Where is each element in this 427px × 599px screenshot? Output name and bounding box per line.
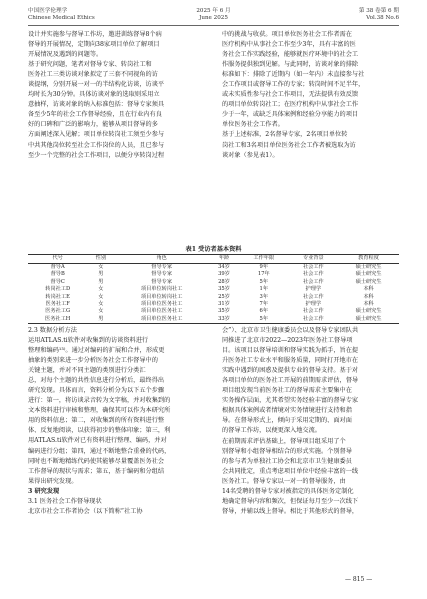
text-line: 务社会工作实践经验，能够就医疗环境中的社会工	[222, 51, 359, 59]
text-line: 督导，并辅以线上督导。相比于其他形式的督导，	[222, 507, 359, 515]
journal-title-cn: 中国医学伦理学	[28, 8, 68, 14]
table-cell: 社会工作	[302, 308, 324, 315]
table-cell: 17年	[257, 271, 270, 278]
table-cell: 社会工作	[302, 278, 324, 285]
table-cell: 25岁	[218, 293, 230, 300]
table-cell: 医务社工G	[45, 308, 71, 315]
text-line: 的项目单位转岗社工；在医疗机构中从事社会工作	[222, 101, 359, 109]
text-line: 升医务社工专业水平和服务质量，同时打开地市在	[222, 357, 359, 365]
section-heading-2-3: 2.3 数据分析方法	[28, 327, 77, 334]
page-number: — 815 —	[345, 576, 373, 583]
table-cell: 34岁	[218, 264, 230, 270]
right-column-top	[222, 30, 400, 161]
text-line: 进行：第一，将访谈录音转为文字稿，并对收集到的	[28, 397, 171, 405]
table-cell: 3年	[259, 293, 269, 300]
table-cell: 5年	[259, 278, 269, 285]
text-line: 体、反复地阅读，以获得初步的整体印象；第三，利	[28, 427, 171, 435]
text-line: 开展情况及遇到的问题等。	[28, 51, 103, 59]
text-line: 地确定督导内容和频次，但保证每月至少一次线下	[222, 497, 359, 505]
journal-title-en: Chinese Medical Ethics	[28, 15, 95, 21]
text-line: 关键主题，并对不同主题的类别进行分类汇	[28, 367, 146, 375]
text-line: 编码进行分组；第四，通过不断地整合重叠的代码，	[28, 447, 171, 455]
table-cell: 社会工作	[302, 271, 324, 278]
table-header-cell: 专业背景	[289, 255, 339, 264]
table-cell: 项目单位转岗社工	[140, 293, 183, 300]
table-header-cell: 教育程度	[338, 255, 399, 264]
text-line: 医务社工三类访谈对象拟定了三套不同视角的访	[28, 71, 158, 79]
table-cell: 35岁	[218, 286, 230, 293]
table-header-cell: 角色	[114, 255, 209, 264]
table-cell: 7年	[259, 301, 269, 308]
text-line: 均时长为30分钟。具体访谈对象的选取则采用立	[28, 91, 160, 99]
text-line: 北京市社会工作者协会（以下简称“社工协	[28, 507, 143, 515]
text-line: 好的口碑和广泛的影响力，能够从项目督导的多	[28, 121, 158, 129]
text-line: 岗社工和3名项目单位医务社会工作者被选取为访	[222, 141, 356, 149]
table-cell: 转岗社工E	[45, 293, 70, 300]
text-line: 实务操作层面，尤其希望实务经验丰富的督导专家	[222, 397, 359, 405]
table-cell: 男	[98, 278, 104, 285]
table-cell: 项目单位医务社工	[140, 301, 183, 308]
text-line: 根据具体案例或者情境对实务情境进行支持和指	[222, 407, 352, 415]
table-header-cell: 代号	[28, 255, 87, 264]
table-cell: 28岁	[218, 278, 230, 285]
table-row	[28, 279, 399, 286]
table-cell: 督导C	[50, 278, 65, 285]
table-row	[28, 286, 399, 293]
table-cell: 39岁	[218, 271, 230, 278]
table-cell: 硕士研究生	[355, 271, 382, 278]
table-cell: 社会工作	[302, 293, 324, 300]
text-line: 会共同批定，重点考虑项目单位中经验丰富的一线	[222, 467, 359, 475]
table-caption: 表1 受访者基本资料	[185, 246, 242, 253]
table-cell: 男	[87, 316, 114, 324]
table-row	[28, 301, 399, 308]
text-line: 督导的开展情况，定期向38家项目单位了解项目	[28, 41, 160, 49]
table-cell: 33岁	[209, 316, 239, 324]
table-cell: 护理学	[305, 286, 322, 293]
text-line: 设计并实施参与督导工作坊，邀进训练督导8个病	[28, 31, 162, 38]
text-line: 中共其他岗位转至社会工作岗位的人员，且已参与	[28, 141, 165, 149]
text-line: 标准如下：排除了近期内（如一年内）未直接参与社	[222, 71, 365, 79]
table-row	[28, 294, 399, 301]
text-line: 谈对象（参见表1）。	[222, 151, 279, 159]
text-line: 会”）、北京市卫生健康委员会以及督导专家团队共	[222, 327, 359, 334]
table-cell: 督导A	[50, 264, 65, 270]
text-line: 别督导和小组督导相结合的形式实施。个别督导	[222, 447, 352, 455]
text-line: 文本资料进行审核和整理，确保其可以作为本研究所	[28, 407, 171, 415]
table-cell: 35岁	[218, 308, 230, 315]
text-line: 用的资料信息；第二，对收集到的所有资料进行整	[28, 417, 165, 425]
left-column-bottom	[28, 326, 206, 517]
table-row	[28, 308, 399, 315]
text-line: 用ATLAS.ti软件对已有资料进行整理、编码，并对	[28, 437, 167, 445]
table-cell: 社会工作	[289, 316, 339, 324]
text-line: 医疗机构中从事社会工作至少3年，具有丰富的医	[222, 41, 356, 49]
text-line: 的参与者为单独社工协会和北京市卫生健康委员	[222, 457, 352, 465]
table-cell: 本科	[363, 293, 374, 300]
table-cell: 6年	[259, 308, 269, 315]
text-line: 整理和编码¹³⁾。通过对编码的扩展和合并，形成更	[28, 347, 165, 355]
text-line: 目。该项目以督导培训和督导实践为抓手，旨在提	[222, 347, 359, 355]
table-cell: 督导专家	[151, 264, 173, 270]
text-line: 同时也不断地精练代码使其能够尽量覆盖医务社会	[28, 457, 165, 465]
table-header-cell: 性别	[87, 255, 114, 264]
volume-en: Vol.38 No.6	[366, 15, 399, 21]
table-cell: 女	[98, 264, 104, 270]
table-header-cell: 工作年限	[239, 255, 289, 264]
text-line: 项目组发现当前医务社工的督导需求主要集中在	[222, 387, 352, 395]
table-cell: 男	[98, 271, 104, 278]
table-cell: 医务社工F	[45, 301, 70, 308]
header-rule	[28, 25, 399, 26]
section-heading-3: 3 研究发现	[28, 487, 60, 495]
table-cell: 31岁	[218, 301, 230, 308]
text-line: 在前期需求评估基础上，督导项目组采用了个	[222, 437, 346, 445]
text-line: 基于上述标准，2名督导专家，2名项目单位转	[222, 131, 348, 139]
table-cell: 5年	[239, 316, 289, 324]
table-cell: 女	[98, 286, 104, 293]
text-line: 导。在督导形式上，倾向于采用定期的、面对面	[222, 417, 352, 425]
table-cell: 督导专家	[151, 271, 173, 278]
table-cell: 项目单位医务社工	[114, 316, 209, 324]
text-line: 或未实质性参与社会工作项目，无法提供有效反馈	[222, 91, 359, 99]
text-line: 会工作项目或督导工作的专家；转岗时间不足半年，	[222, 81, 365, 89]
table-row	[28, 264, 399, 272]
text-line: 少于一年，或缺乏具体案例和经验分享能力的项目	[222, 111, 359, 119]
table-cell: 1年	[259, 286, 269, 293]
respondents-table	[28, 254, 399, 324]
table-cell: 医务社工H	[28, 316, 87, 324]
table-cell: 转岗社工D	[45, 286, 71, 293]
volume-cn: 第 38 卷第 6 期	[358, 8, 399, 14]
text-line: 单位医务社会工作者。	[222, 121, 284, 129]
table-cell: 硕士研究生	[338, 316, 399, 324]
issue-date-cn: 2025 年 6 月	[196, 8, 231, 14]
table-cell: 硕士研究生	[355, 278, 382, 285]
text-line: 作服务提供独到见解。与此同时，访谈对象的排除	[222, 61, 359, 69]
text-line: 工作督导的现状与需求；第五，基于编码和分组结	[28, 467, 165, 475]
table-cell: 社会工作	[302, 264, 324, 270]
table-cell: 女	[98, 293, 104, 300]
text-line: 实践中遇到的困惑及提供专业的督导支持。基于对	[222, 367, 359, 375]
text-line: 谈提纲，分别开展一对一的半结构化访谈，访谈平	[28, 81, 165, 89]
table-cell: 女	[98, 308, 104, 315]
table-cell: 护理学	[305, 301, 322, 308]
text-line: 医务社工。督导专家以一对一的督导服务，由	[222, 477, 346, 485]
text-line: 基于研究问题，笔者对督导专家、转岗社工和	[28, 61, 152, 69]
table-cell: 项目单位医务社工	[140, 308, 183, 315]
issue-date-en: June 2025	[199, 15, 228, 21]
text-line: 抽象的类别来进一步分析医务社会工作督导中的	[28, 357, 158, 365]
table-cell: 本科	[363, 286, 374, 293]
text-line: 果得出研究发现。	[28, 477, 78, 485]
text-line: 中的挑战与收获。项目单位医务社会工作者需在	[222, 31, 352, 38]
text-line: 同推进了北京市2022—2023年医务社工督导项	[222, 337, 353, 345]
table-cell: 督导B	[50, 271, 65, 278]
text-line: 方面阐述深入见解；项目单位转岗社工须至少参与	[28, 131, 165, 139]
table-row	[28, 271, 399, 278]
table-cell: 督导专家	[151, 278, 173, 285]
text-line: 运用ATLAS.ti软件对收集到的访谈资料进行	[28, 337, 149, 344]
text-line: 至少一个完整的社会工作项目，以便分享转岗过程	[28, 151, 165, 159]
table-cell: 女	[98, 301, 104, 308]
table-cell: 硕士研究生	[355, 308, 382, 315]
table-cell: 项目单位转岗社工	[140, 286, 183, 293]
table-row	[28, 316, 399, 324]
table-cell: 9年	[259, 264, 269, 270]
text-line: 各项目单位的医务社工开展的前期需求评估，督导	[222, 377, 359, 385]
section-heading-3-1: 3.1 医务社会工作督导现状	[28, 497, 102, 505]
text-line: 研究发现。具体而言，资料分析分为以下五个步骤	[28, 387, 165, 395]
text-line: 14名受聘的督导专家对被指定的具体医务定制化	[222, 487, 354, 495]
table-header-cell: 年龄	[209, 255, 239, 264]
table-cell: 本科	[363, 301, 374, 308]
left-column-top	[28, 30, 206, 161]
right-column-bottom	[222, 326, 400, 517]
text-line: 的督导工作坊，以便更深入地交流。	[222, 427, 321, 435]
text-line: 备至少5年的社会工作督导经验，且在行业内有良	[28, 111, 162, 119]
table-cell: 硕士研究生	[355, 264, 382, 270]
text-line: 意抽样，访谈对象的纳入标准包括：督导专家须具	[28, 101, 165, 109]
text-line: 总，对每个主题的共性信息进行分析后，最终得出	[28, 377, 165, 385]
